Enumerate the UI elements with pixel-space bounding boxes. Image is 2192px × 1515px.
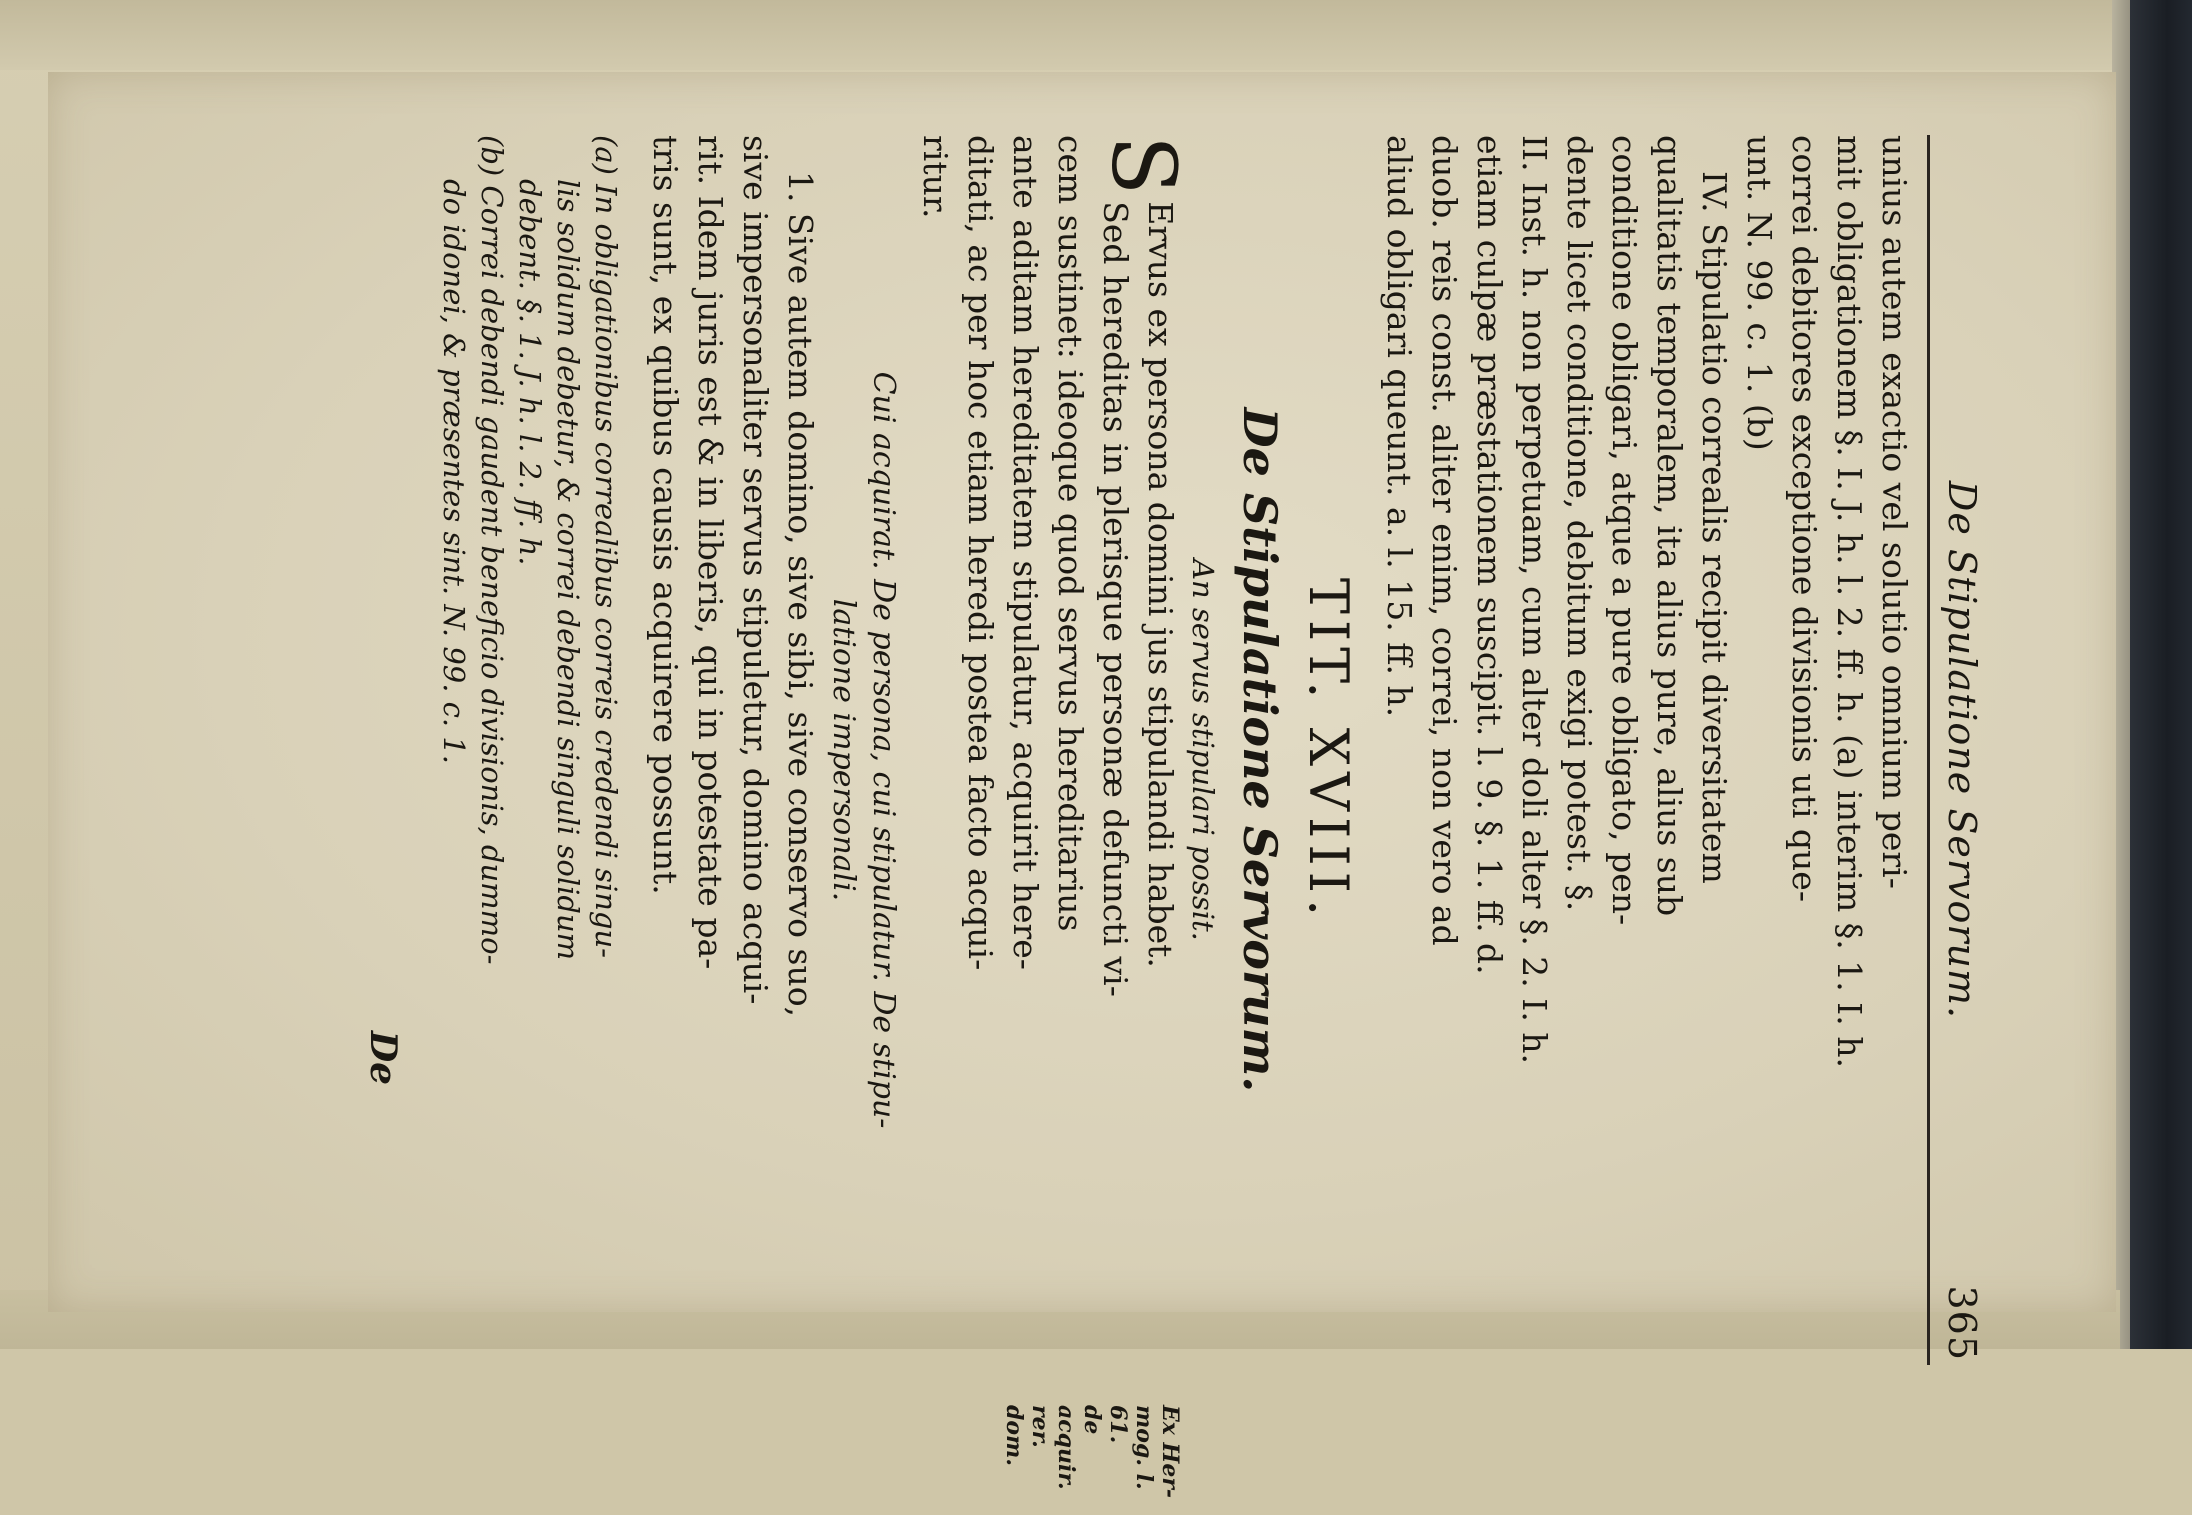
footnote-line: (a) In obligationibus correalibus correis credendi singu- xyxy=(589,135,623,958)
text-line: ritur. xyxy=(916,135,955,219)
text-line: duob. reis const. aliter enim, correi, non vero ad xyxy=(1425,135,1464,946)
text-line: cem sustinet: ideoque quod servus hereditarius xyxy=(1051,135,1090,932)
page-number: 365 xyxy=(1940,1285,1984,1361)
text-line: conditione obligari, atque a pure obligato, pen- xyxy=(1605,135,1644,926)
text-line: tris sunt, ex quibus causis acquirere possunt. xyxy=(646,135,685,895)
paragraph-correal-exactio xyxy=(1737,135,1917,1365)
text-line: aliud obligari queunt. a. l. 15. ff. h. xyxy=(1380,135,1419,718)
title-name: De Stipulatione Servorum. xyxy=(1233,407,1287,1093)
margin-line: Ex Her- xyxy=(1157,1405,1183,1499)
text-line: Ervus ex persona domini jus stipulandi habet. xyxy=(1141,201,1180,968)
margin-line: mog. l. 61. xyxy=(1105,1405,1157,1490)
text-line: ante aditam hereditatem stipulatur, acquirit here- xyxy=(1006,135,1045,970)
marginal-note xyxy=(1001,1405,1183,1515)
text-line: mit obligationem §. I. J. h. l. 2. ff. h. (a) interim §. 1. I. h. xyxy=(1830,135,1869,1068)
page-text-block xyxy=(362,135,1990,1499)
text-line: etiam culpæ præstationem suscipit. l. 9. §. 1. ff. d. xyxy=(1470,135,1509,975)
margin-line: rer. dom. xyxy=(1001,1405,1053,1466)
text-line: II. Inst. h. non perpetuam, cum alter doli alter §. 2. I. h. xyxy=(1515,135,1554,1065)
text-line: rit. Idem juris est & in liberis, qui in potestate pa- xyxy=(691,135,730,970)
footnote-line: debent. §. 1. J. h. l. 2. ff. h. xyxy=(513,179,547,566)
text-line: qualitatis temporalem, ita alius pure, alius sub xyxy=(1650,135,1689,917)
footnote-line: (b) Correi debendi gaudent beneficio divisionis, dummo- xyxy=(475,135,509,965)
text-line: unius autem exactio vel solutio omnium peri- xyxy=(1875,135,1914,889)
book-cover xyxy=(2130,0,2192,1349)
footnotes xyxy=(435,135,625,1365)
text-line: unt. N. 99. c. 1. (b) xyxy=(1740,135,1779,451)
footnote-line: do idonei, & præsentes sint. N. 99. c. 1. xyxy=(437,179,471,765)
text-line: latione impersonali. xyxy=(826,598,861,902)
text-line: IV. Stipulatio correalis recipit diversitatem xyxy=(1695,171,1734,884)
underlying-leaf xyxy=(0,0,2140,70)
text-line: 1. Sive autem domino, sive sibi, sive conservo suo, xyxy=(781,171,820,1018)
question-heading: An servus stipulari possit. xyxy=(1186,559,1220,941)
text-line: dente licet conditione, debitum exigi potest. §. xyxy=(1560,135,1599,912)
catchword: De xyxy=(362,1030,404,1085)
paragraph-servus xyxy=(913,135,1195,1499)
text-line: Cui acquirat. De persona, cui stipulatur. De stipu- xyxy=(866,371,901,1129)
paragraph-sive-autem xyxy=(643,135,823,1365)
margin-line: de acquir. xyxy=(1053,1405,1105,1490)
running-head xyxy=(1930,135,1990,1365)
paragraph-iv-stipulatio xyxy=(1377,135,1737,1365)
text-line: correi debitores exceptione divisionis uti que- xyxy=(1785,135,1824,902)
running-title: De Stipulatione Servorum. xyxy=(1940,480,1984,1020)
question-heading-2 xyxy=(823,135,903,1365)
text-line: sive impersonaliter servus stipuletur, domino acqui- xyxy=(736,135,775,1005)
title-number: TIT. XVIII. xyxy=(1297,577,1360,923)
drop-cap: S xyxy=(1092,135,1195,196)
text-line: ditati, ac per hoc etiam heredi postea facto acqui- xyxy=(961,135,1000,971)
footnote-line: lis solidum debetur, & correi debendi singuli solidum xyxy=(551,179,585,961)
text-line: Sed hereditas in plerisque personæ defuncti vi- xyxy=(1096,201,1135,997)
